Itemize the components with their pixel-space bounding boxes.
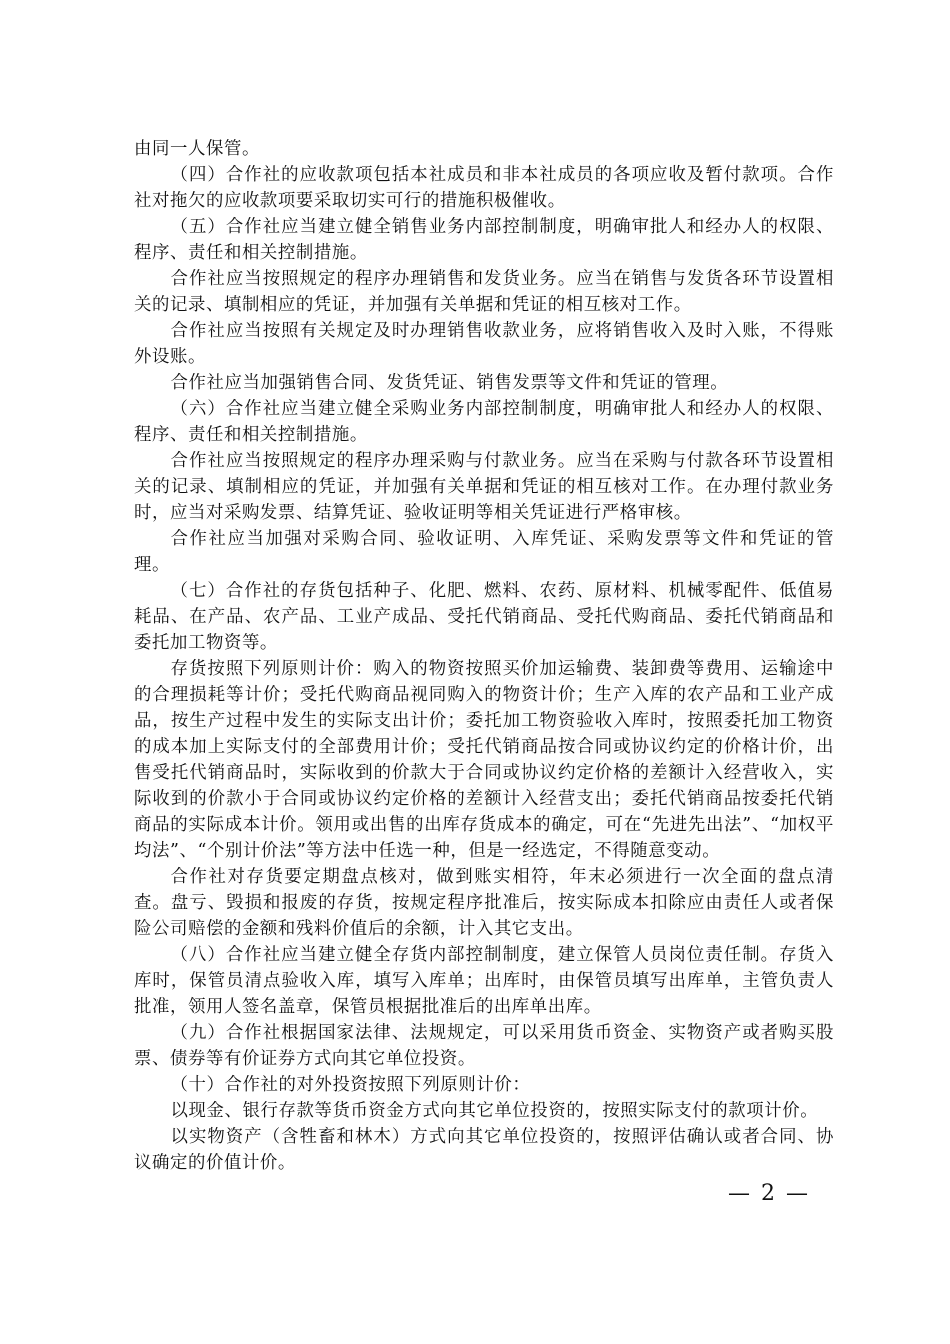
paragraph-cash-investment: 以现金、银行存款等货币资金方式向其它单位投资的，按照实际支付的款项计价。 — [170, 1101, 819, 1121]
paragraph-sales-procedure: 合作社应当按照规定的程序办理销售和发货业务。应当在销售与发货各环节设置相关的记录、填制相应的凭证，并加强有关单据和凭证的相互核对工作。 — [134, 269, 834, 315]
paragraph-investment-methods: （九）合作社根据国家法律、法规规定，可以采用货币资金、实物资产或者购买股票、债券等有价证券方式向其它单位投资。 — [134, 1023, 834, 1069]
paragraph-sales-collection: 合作社应当按照有关规定及时办理销售收款业务，应将销售收入及时入账，不得账外设账。 — [134, 321, 834, 367]
paragraph-purchase-control: （六）合作社应当建立健全采购业务内部控制制度，明确审批人和经办人的权限、程序、责任和相关控制措施。 — [134, 399, 834, 445]
document-body — [134, 136, 834, 1176]
paragraph-sales-documents: 合作社应当加强销售合同、发货凭证、销售发票等文件和凭证的管理。 — [170, 373, 729, 393]
paragraph-investment-valuation: （十）合作社的对外投资按照下列原则计价： — [170, 1075, 531, 1095]
paragraph-purchase-documents: 合作社应当加强对采购合同、验收证明、入库凭证、采购发票等文件和凭证的管理。 — [134, 529, 834, 575]
paragraph-asset-investment: 以实物资产（含牲畜和林木）方式向其它单位投资的，按照评估确认或者合同、协议确定的价值计价。 — [134, 1127, 834, 1173]
paragraph-receivables: （四）合作社的应收款项包括本社成员和非本社成员的各项应收及暂付款项。合作社对拖欠的应收款项要采取切实可行的措施积极催收。 — [134, 165, 834, 211]
paragraph-inventory-count: 合作社对存货要定期盘点核对，做到账实相符，年末必须进行一次全面的盘点清查。盘亏、毁损和报废的存货，按规定程序批准后，按实际成本扣除应由责任人或者保险公司赔偿的金额和残料价值后的余额，计入其它支出。 — [134, 867, 834, 939]
paragraph-sales-control: （五）合作社应当建立健全销售业务内部控制制度，明确审批人和经办人的权限、程序、责任和相关控制措施。 — [134, 217, 834, 263]
paragraph-purchase-procedure: 合作社应当按照规定的程序办理采购与付款业务。应当在采购与付款各环节设置相关的记录、填制相应的凭证，并加强有关单据和凭证的相互核对工作。在办理付款业务时，应当对采购发票、结算凭证、验收证明等相关凭证进行严格审核。 — [134, 451, 834, 523]
paragraph-continuation: 由同一人保管。 — [134, 139, 260, 159]
paragraph-inventory-valuation: 存货按照下列原则计价：购入的物资按照买价加运输费、装卸费等费用、运输途中的合理损耗等计价；受托代购商品视同购入的物资计价；生产入库的农产品和工业产成品，按生产过程中发生的实际支出计价；委托加工物资验收入库时，按照委托加工物资的成本加上实际支付的全部费用计价；受托代销商品按合同或协议约定的价格计价，出售受托代销商品时，实际收到的价款大于合同或协议约定价格的差额计入经营收入，实际收到的价款小于合同或协议约定价格的差额计入经营支出；委托代销商品按委托代销商品的实际成本计价。领用或出售的出库存货成本的确定，可在“先进先出法”、“加权平均法”、“个别计价法”等方法中任选一种，但是一经选定，不得随意变动。 — [134, 659, 834, 861]
paragraph-inventory-control: （八）合作社应当建立健全存货内部控制制度，建立保管人员岗位责任制。存货入库时，保管员清点验收入库，填写入库单；出库时，由保管员填写出库单，主管负责人批准，领用人签名盖章，保管员根据批准后的出库单出库。 — [134, 945, 834, 1017]
page-number: — 2 — — [728, 1181, 810, 1206]
paragraph-inventory-scope: （七）合作社的存货包括种子、化肥、燃料、农药、原材料、机械零配件、低值易耗品、在产品、农产品、工业产成品、受托代销商品、受托代购商品、委托代销商品和委托加工物资等。 — [134, 581, 834, 653]
